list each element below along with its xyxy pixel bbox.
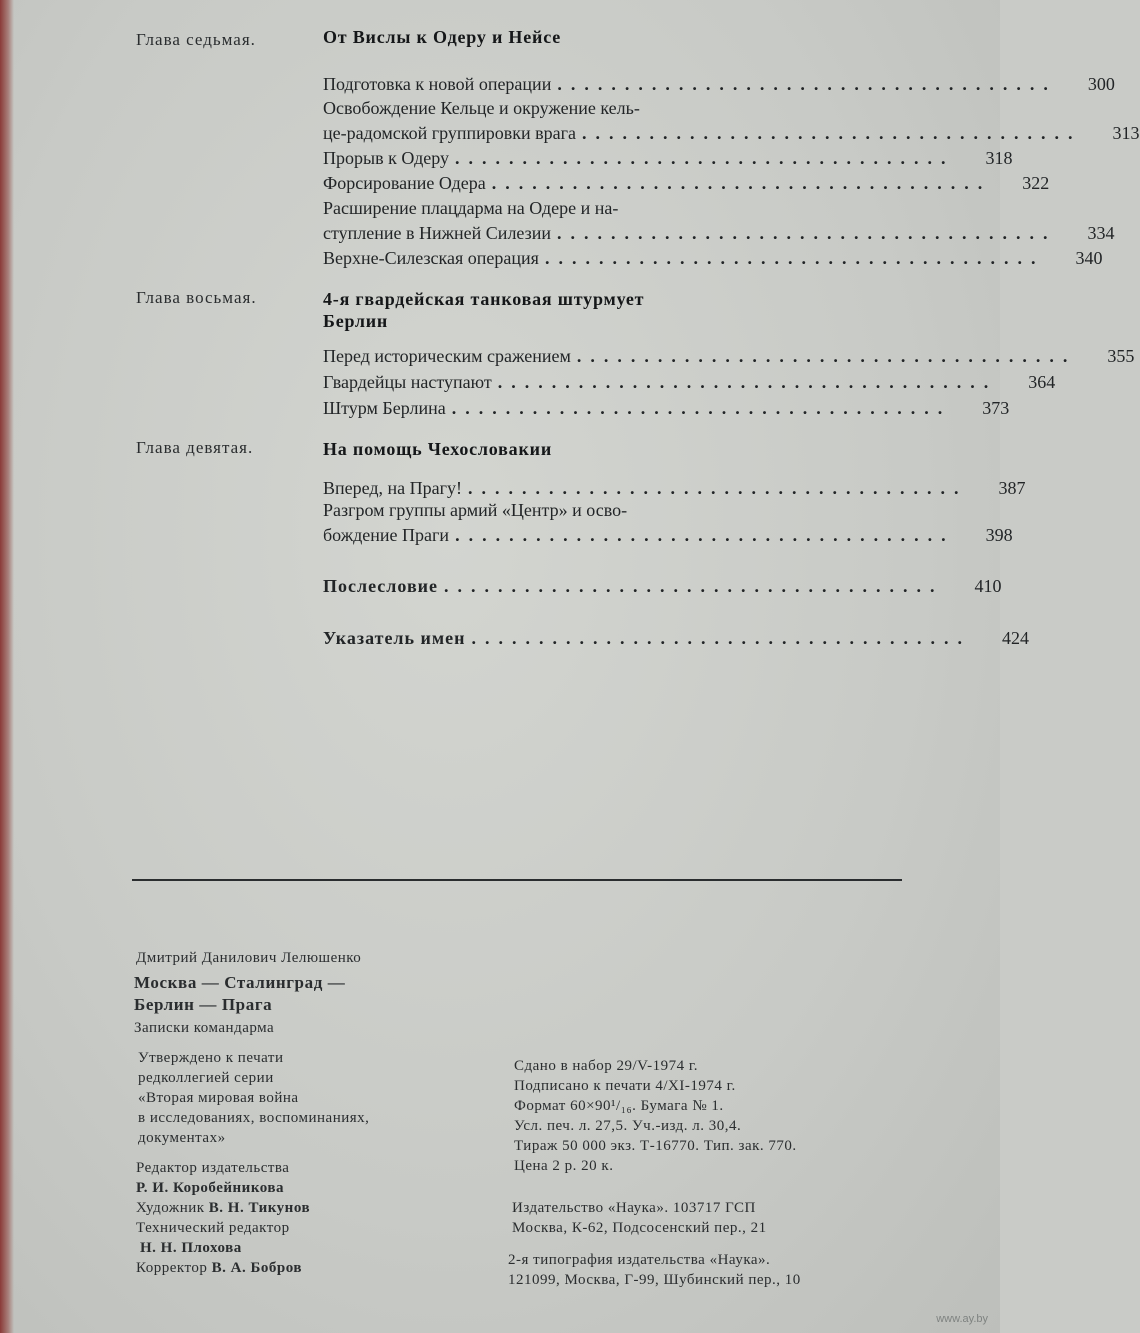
toc-entry-page: 340	[1075, 248, 1103, 268]
imprint-editor-role: Редактор издательства	[136, 1160, 290, 1176]
print-detail-line: Сдано в набор 29/V-1974 г.	[514, 1058, 699, 1074]
book-cover-edge	[0, 0, 14, 1333]
leader-dots: .....................................	[557, 223, 1057, 243]
chapter-8-label: Глава восьмая.	[136, 288, 257, 307]
leader-dots: .....................................	[468, 478, 968, 498]
toc-entry-title: Прорыв к Одеру	[323, 148, 450, 168]
toc-entry-page: 387	[998, 478, 1026, 498]
toc-entry-title: Послесловие	[323, 576, 439, 596]
toc-entry	[323, 171, 1050, 196]
toc-entry	[323, 396, 1010, 421]
print-detail-line: Тираж 50 000 экз. Т-16770. Тип. зак. 770.	[514, 1138, 797, 1154]
artist-role: Художник	[136, 1200, 205, 1216]
tech-name: Н. Н. Плохова	[140, 1240, 242, 1256]
toc-entry-page: 424	[1002, 628, 1030, 648]
imprint-artist	[136, 1198, 310, 1218]
leader-dots: .....................................	[544, 248, 1045, 268]
toc-entry	[323, 146, 1013, 171]
leader-dots: .....................................	[582, 123, 1082, 143]
imprint-editor-name	[136, 1178, 284, 1198]
imprint-title-line-1: Москва — Сталинград —	[134, 973, 346, 992]
toc-entry-page: 398	[985, 525, 1013, 545]
toc-entry-title: Расширение плацдарма на Одере и на-	[323, 198, 619, 218]
toc-entry-page: 322	[1022, 173, 1050, 193]
watermark: www.ay.by	[936, 1313, 988, 1325]
chapter-9-title: На помощь Чехословакии	[323, 439, 552, 459]
toc-entry-title: Форсирование Одера	[323, 173, 486, 193]
toc-entry-title: Верхне-Силезская операция	[323, 248, 539, 268]
toc-entry-page: 410	[974, 576, 1002, 596]
editor-name: Р. И. Коробейникова	[136, 1180, 284, 1196]
publisher-line: Издательство «Наука». 103717 ГСП	[512, 1200, 756, 1216]
printer-line: 2-я типография издательства «Наука».	[508, 1252, 771, 1268]
toc-entry	[323, 246, 1103, 271]
toc-entry-title: Гвардейцы наступают	[323, 372, 492, 392]
toc-entry-title-cont: бождение Праги	[323, 525, 450, 545]
imprint-tech-name	[140, 1238, 242, 1258]
publisher-line: Москва, К-62, Подсосенский пер., 21	[512, 1220, 767, 1236]
chapter-8-title	[323, 288, 763, 332]
leader-dots: .....................................	[451, 398, 952, 418]
toc-entry-page: 334	[1087, 223, 1115, 243]
print-detail-line: Усл. печ. л. 27,5. Уч.-изд. л. 30,4.	[514, 1118, 742, 1134]
toc-entry-title: Штурм Берлина	[323, 398, 446, 418]
imprint-approved	[138, 1048, 369, 1148]
imprint-corrector	[136, 1258, 302, 1278]
corrector-role: Корректор	[136, 1260, 208, 1276]
leader-dots: .....................................	[576, 346, 1077, 366]
toc-entry	[323, 96, 1140, 146]
chapter-8-title-line-2: Берлин	[323, 311, 389, 331]
toc-entry-title: Перед историческим сражением	[323, 346, 571, 366]
toc-entry-title: Разгром группы армий «Центр» и осво-	[323, 500, 628, 520]
print-detail-line: Подписано к печати 4/XI-1974 г.	[514, 1078, 736, 1094]
chapter-8-title-line-1: 4-я гвардейская танковая штурмует	[323, 289, 645, 309]
leader-dots: .....................................	[557, 74, 1057, 94]
toc-entry-title-cont: це-радомской группировки врага	[323, 123, 577, 143]
leader-dots: .....................................	[497, 372, 998, 392]
imprint-approved-line: редколлегией серии	[138, 1070, 274, 1086]
imprint-tech-role: Технический редактор	[136, 1220, 290, 1236]
toc-entry-page: 364	[1028, 372, 1056, 392]
imprint-title-line-2: Берлин — Прага	[134, 995, 273, 1014]
corrector-name: В. А. Бобров	[211, 1260, 302, 1276]
toc-entry-afterword	[323, 574, 1002, 599]
leader-dots: .....................................	[471, 628, 972, 648]
toc-entry-title-cont: ступление в Нижней Силезии	[323, 223, 552, 243]
leader-dots: .....................................	[455, 525, 955, 545]
toc-entry-index	[323, 626, 1030, 651]
imprint-print-details	[514, 1056, 797, 1176]
artist-name: В. Н. Тикунов	[208, 1200, 311, 1216]
toc-entry-page: 355	[1107, 346, 1135, 366]
toc-entry-title: Указатель имен	[323, 628, 466, 648]
chapter-9-label: Глава девятая.	[136, 438, 254, 457]
imprint-subtitle: Записки командарма	[134, 1020, 275, 1036]
toc-entry	[323, 196, 1115, 246]
imprint-printer	[508, 1250, 801, 1290]
imprint-publisher	[512, 1198, 767, 1238]
leader-dots: .....................................	[455, 148, 955, 168]
toc-entry-page: 318	[985, 148, 1013, 168]
leader-dots: .....................................	[444, 576, 944, 596]
toc-entry-title: Подготовка к новой операции	[323, 74, 552, 94]
imprint-approved-line: документах»	[138, 1130, 226, 1146]
print-detail-line: Цена 2 р. 20 к.	[514, 1158, 614, 1174]
imprint-approved-line: в исследованиях, воспоминаниях,	[138, 1110, 370, 1126]
printer-line: 121099, Москва, Г-99, Шубинский пер., 10	[508, 1272, 801, 1288]
toc-entry-page: 313	[1112, 123, 1140, 143]
chapter-7-title: От Вислы к Одеру и Нейсе	[323, 27, 561, 47]
leader-dots: .....................................	[491, 173, 992, 193]
toc-entry	[323, 72, 1115, 97]
toc-entry	[323, 344, 1135, 369]
print-detail-line: Формат 60×90¹/₁₆. Бумага № 1.	[514, 1098, 724, 1114]
toc-entry-page: 300	[1087, 74, 1115, 94]
toc-entry-page: 373	[982, 398, 1010, 418]
imprint-author: Дмитрий Данилович Лелюшенко	[136, 950, 362, 966]
toc-entry	[323, 498, 1013, 548]
toc-entry-title: Освобождение Кельце и окружение кель-	[323, 98, 640, 118]
toc-entry	[323, 370, 1056, 395]
chapter-7-label: Глава седьмая.	[136, 30, 256, 49]
divider-rule	[132, 879, 902, 881]
toc-entry-title: Вперед, на Прагу!	[323, 478, 463, 498]
imprint-approved-line: «Вторая мировая война	[138, 1090, 299, 1106]
imprint-approved-line: Утверждено к печати	[138, 1050, 284, 1066]
